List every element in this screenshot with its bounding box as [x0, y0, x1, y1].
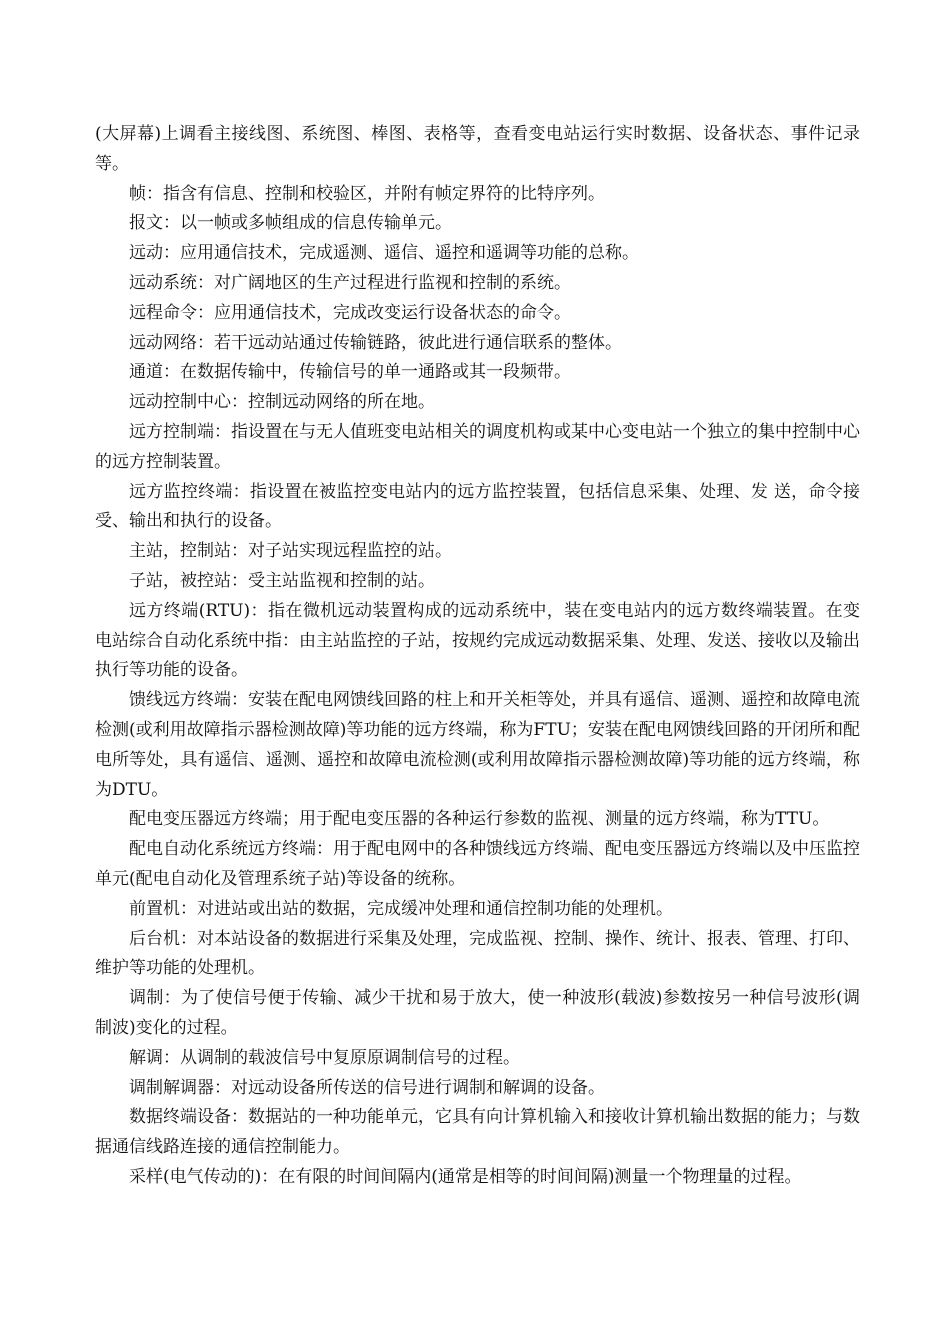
paragraph-backend-processor: 后台机：对本站设备的数据进行采集及处理，完成监视、控制、操作、统计、报表、管理、打印、维护等功能的处理机。	[95, 928, 860, 979]
paragraph-sampling: 采样(电气传动的)：在有限的时间间隔内(通常是相等的时间间隔)测量一个物理量的过程。	[129, 1166, 802, 1187]
paragraph-substation: 子站，被控站：受主站监视和控制的站。	[129, 570, 435, 591]
paragraph-master-station: 主站，控制站：对子站实现远程监控的站。	[129, 541, 452, 562]
paragraph-remote-control-end: 远方控制端：指设置在与无人值班变电站相关的调度机构或某中心变电站一个独立的集中控制中心的远方控制装置。	[95, 421, 860, 472]
paragraph-transformer-terminal: 配电变压器远方终端；用于配电变压器的各种运行参数的监视、测量的远方终端，称为TTU。	[129, 809, 830, 830]
paragraph-distribution-terminal: 配电自动化系统远方终端：用于配电网中的各种馈线远方终端、配电变压器远方终端以及中压监控单元(配电自动化及管理系统子站)等设备的统称。	[95, 839, 860, 889]
document-page	[95, 120, 860, 1193]
paragraph-continued: (大屏幕)上调看主接线图、系统图、棒图、表格等，查看变电站运行实时数据、设备状态、事件记录等。	[95, 124, 860, 174]
paragraph-feeder-terminal: 馈线远方终端：安装在配电网馈线回路的柱上和开关柜等处，并具有遥信、遥测、遥控和故障电流检测(或利用故障指示器检测故障)等功能的远方终端，称为FTU；安装在配电网馈线回路的开闭所和配电所等处，具有遥信、遥测、遥控和故障电流检测(或利用故障指示器检测故障)等功能的远方终端，称为DTU。	[95, 690, 860, 800]
paragraph-data-terminal: 数据终端设备：数据站的一种功能单元，它具有向计算机输入和接收计算机输出数据的能力；与数据通信线路连接的通信控制能力。	[95, 1107, 860, 1158]
paragraph-telecontrol-system: 远动系统：对广阔地区的生产过程进行监视和控制的系统。	[129, 272, 571, 293]
paragraph-front-end-processor: 前置机：对进站或出站的数据，完成缓冲处理和通信控制功能的处理机。	[129, 898, 673, 919]
paragraph-telecontrol: 远动：应用通信技术，完成遥测、遥信、遥控和遥调等功能的总称。	[129, 243, 639, 264]
paragraph-frame: 帧：指含有信息、控制和校验区，并附有帧定界符的比特序列。	[129, 183, 605, 204]
paragraph-demodulation: 解调：从调制的载波信号中复原原调制信号的过程。	[129, 1047, 520, 1068]
paragraph-telecontrol-network: 远动网络：若干远动站通过传输链路，彼此进行通信联系的整体。	[129, 332, 622, 353]
paragraph-modulation: 调制：为了使信号便于传输、减少干扰和易于放大，使一种波形(载波)参数按另一种信号波形(调制波)变化的过程。	[95, 988, 860, 1038]
paragraph-remote-monitoring-terminal: 远方监控终端：指设置在被监控变电站内的远方监控装置，包括信息采集、处理、发 送，命令接受、输出和执行的设备。	[95, 481, 860, 532]
paragraph-message: 报文：以一帧或多帧组成的信息传输单元。	[129, 213, 452, 234]
paragraph-rtu: 远方终端(RTU)：指在微机远动装置构成的远动系统中，装在变电站内的远方数终端装置。在变电站综合自动化系统中指：由主站监控的子站，按规约完成远动数据采集、处理、发送、接收以及输出执行等功能的设备。	[95, 600, 860, 681]
paragraph-control-center: 远动控制中心：控制远动网络的所在地。	[129, 392, 435, 413]
paragraph-channel: 通道：在数据传输中，传输信号的单一通路或其一段频带。	[129, 362, 571, 383]
paragraph-modem: 调制解调器：对远动设备所传送的信号进行调制和解调的设备。	[129, 1077, 605, 1098]
paragraph-remote-command: 远程命令：应用通信技术，完成改变运行设备状态的命令。	[129, 302, 571, 323]
